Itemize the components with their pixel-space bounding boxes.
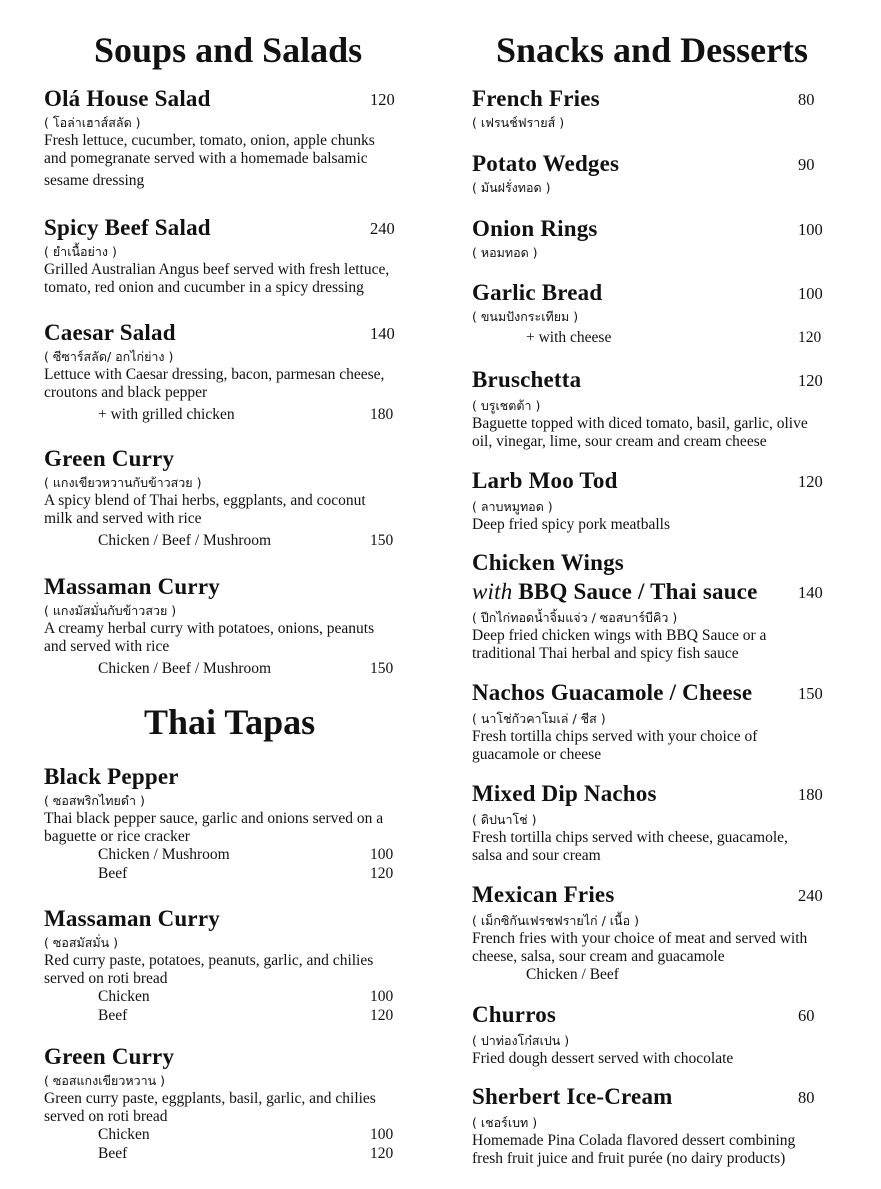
item-name: Larb Moo Tod [472,468,618,493]
item-thai-name: ( ซอสแกงเขียวหวาน ) [44,1073,166,1088]
option-label: Beef [98,864,128,882]
menu-item [44,215,424,297]
item-description-line: Fresh tortilla chips served with cheese, guacamole, [472,829,788,846]
menu-item [472,280,872,348]
item-name: Sherbert Ice-Cream [472,1084,673,1109]
item-name: Massaman Curry [44,906,220,931]
option-label: Beef [98,1006,128,1024]
item-price: 140 [798,583,823,602]
item-option [44,532,424,551]
option-label: Beef [98,1144,128,1162]
item-thai-name: ( ยำเนื้อย่าง ) [44,244,117,259]
item-thai-name: ( ซอสพริกไทยดำ ) [44,793,145,808]
menu-item [44,764,424,883]
menu-item [44,906,424,1025]
item-thai-name: ( ปาท่องโก๋สเปน ) [472,1033,570,1048]
item-name: Caesar Salad [44,320,176,345]
item-name: Green Curry [44,1044,175,1069]
item-thai-name: ( หอมทอด ) [472,245,538,260]
item-thai-name: ( ซอสมัสมั่น ) [44,935,118,950]
menu-item [44,446,424,551]
item-name: Mexican Fries [472,882,615,907]
item-description-line: Fresh tortilla chips served with your choice of [472,728,758,745]
option-price: 150 [370,660,394,677]
item-option [472,966,872,985]
option-label: Chicken / Beef / Mushroom [98,532,272,549]
item-description-line: Red curry paste, potatoes, peanuts, garlic, and chilies [44,952,374,969]
item-name: Onion Rings [472,216,598,241]
option-label: Chicken / Beef / Mushroom [98,660,272,677]
item-name: Potato Wedges [472,151,620,176]
menu-item [472,882,872,985]
item-price: 60 [798,1006,815,1025]
item-description-line: and served with rice [44,638,170,655]
item-description-line: served on roti bread [44,970,168,987]
item-name: Bruschetta [472,367,582,392]
option-label: Chicken [98,1126,150,1143]
option-price: 100 [370,846,394,863]
menu-item [472,216,872,262]
option-price: 150 [370,532,394,549]
item-name: Massaman Curry [44,574,220,599]
option-price: 120 [370,1144,394,1162]
item-thai-name: ( มันฝรั่งทอด ) [472,180,551,195]
item-description-line: and pomegranate served with a homemade balsamic [44,150,368,167]
item-name: Chicken Wings [472,550,624,575]
menu-item [472,1002,872,1068]
item-description-line: Deep fried chicken wings with BBQ Sauce or a [472,627,767,644]
item-thai-name: ( เฟรนช์ฟรายส์ ) [472,115,565,130]
item-thai-name: ( แกงมัสมั่นกับข้าวสวย ) [44,603,177,618]
item-description-line: Lettuce with Caesar dressing, bacon, parmesan cheese, [44,366,385,383]
item-price: 180 [798,785,823,804]
section-title-thai-tapas: Thai Tapas [144,702,316,742]
item-description-line: Homemade Pina Colada flavored dessert combining [472,1132,796,1149]
item-description-line: Grilled Australian Angus beef served with fresh lettuce, [44,261,390,278]
menu-item [472,1084,872,1168]
item-option [44,406,424,425]
menu-item [472,86,872,132]
option-price: 120 [370,864,394,882]
item-description-line: served on roti bread [44,1108,168,1125]
option-label: + with cheese [526,329,612,346]
item-option [44,846,424,865]
item-price: 120 [798,472,823,491]
item-name: Olá House Salad [44,86,211,111]
item-name-italic: with [472,579,513,604]
item-thai-name: ( นาโช่กัวคาโมเล่ / ชีส ) [472,711,606,726]
item-option [44,1126,424,1145]
item-description-line: fresh fruit juice and fruit purée (no dairy products) [472,1150,786,1167]
menu-item [472,468,872,534]
item-name-sauce: BBQ Sauce / Thai sauce [512,579,758,604]
item-name: Garlic Bread [472,280,603,305]
item-thai-name: ( โอล่าเฮาส์สลัด ) [44,115,141,130]
section-title-soups-and-salads: Soups and Salads [94,30,363,70]
option-price: 100 [370,988,394,1005]
item-thai-name: ( ขนมปังกระเทียม ) [472,309,579,324]
item-price: 140 [370,324,395,343]
item-option [472,329,872,348]
item-price: 80 [798,90,815,109]
item-name: Green Curry [44,446,175,471]
item-price: 120 [798,371,823,390]
item-name: Churros [472,1002,557,1027]
option-price: 120 [798,329,822,346]
item-thai-name: ( บรูเชตต้า ) [472,398,541,413]
item-thai-name: ( แกงเขียวหวานกับข้าวสวย ) [44,475,202,490]
option-price: 120 [370,1006,394,1024]
item-description-line: salsa and sour cream [472,847,601,864]
item-price: 150 [798,684,823,703]
item-price: 120 [370,90,395,109]
item-description-line: A spicy blend of Thai herbs, eggplants, and coconut [44,492,366,509]
option-label: Chicken / Beef [526,966,619,983]
item-name: Nachos Guacamole / Cheese [472,680,753,705]
item-description-line: Deep fried spicy pork meatballs [472,516,670,533]
item-description-line: milk and served with rice [44,510,202,527]
item-description-line: sesame dressing [44,172,145,189]
option-label: Chicken [98,988,150,1005]
item-name: Mixed Dip Nachos [472,781,657,806]
menu-item [44,320,424,425]
menu-item [472,550,872,663]
option-price: 100 [370,1126,394,1143]
item-option [44,865,424,884]
section-title-snacks-and-desserts: Snacks and Desserts [496,30,809,70]
item-name: French Fries [472,86,600,111]
item-name: Black Pepper [44,764,179,789]
item-description-line: oil, vinegar, lime, sour cream and cream cheese [472,433,767,450]
item-option [44,1145,424,1164]
menu-item [44,574,424,679]
item-price: 240 [370,219,395,238]
item-description-line: croutons and black pepper [44,384,208,401]
item-description-line: guacamole or cheese [472,746,602,763]
item-thai-name: ( ดิปนาโช่ ) [472,812,537,827]
menu-item [44,1044,424,1163]
option-price: 180 [370,406,394,423]
item-thai-name: ( ลาบหมูทอด ) [472,499,553,514]
item-description-line: traditional Thai herbal and spicy fish sauce [472,645,739,662]
item-price: 90 [798,155,815,174]
item-thai-name: ( เม็กซิกันเฟรชฟรายไก่ / เนื้อ ) [472,913,639,928]
item-description-line: Fried dough dessert served with chocolate [472,1050,734,1067]
menu-item [472,781,872,865]
item-description-line: Thai black pepper sauce, garlic and onions served on a [44,810,384,827]
item-thai-name: ( ปีกไก่ทอดน้ำจิ้มแจ่ว / ซอสบาร์บีคิว ) [472,610,678,625]
menu-item [472,367,872,451]
item-option [44,660,424,679]
item-thai-name: ( ซีซาร์สลัด/ อกไก่ย่าง ) [44,349,174,364]
menu-item [44,86,424,190]
item-price: 80 [798,1088,815,1107]
option-label: + with grilled chicken [98,406,235,423]
item-price: 100 [798,284,823,303]
item-description-line: Green curry paste, eggplants, basil, garlic, and chilies [44,1090,376,1107]
option-label: Chicken / Mushroom [98,846,230,863]
item-option [44,988,424,1007]
item-description-line: A creamy herbal curry with potatoes, onions, peanuts [44,620,375,637]
item-description-line: Fresh lettuce, cucumber, tomato, onion, apple chunks [44,132,375,149]
menu-item [472,151,872,197]
item-name: Spicy Beef Salad [44,215,211,240]
item-description-line: cheese, salsa, sour cream and guacamole [472,948,725,965]
item-description-line: Baguette topped with diced tomato, basil, garlic, olive [472,415,808,432]
item-description-line: French fries with your choice of meat and served with [472,930,808,947]
item-thai-name: ( เชอร์เบท ) [472,1115,538,1130]
item-description-line: baguette or rice cracker [44,828,190,845]
item-description-line: tomato, red onion and cucumber in a spicy dressing [44,279,364,296]
menu-item [472,680,872,764]
item-price: 100 [798,220,823,239]
item-price: 240 [798,886,823,905]
item-option [44,1007,424,1026]
